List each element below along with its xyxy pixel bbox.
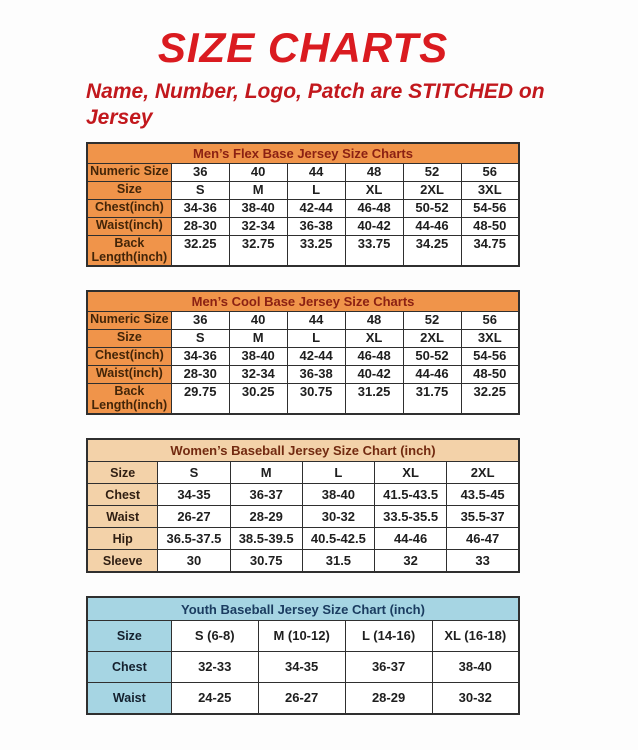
cell-value: 28-30 xyxy=(171,218,229,236)
size-tables-section xyxy=(86,142,556,715)
cell-value: 2XL xyxy=(403,182,461,200)
cell-value: 30-32 xyxy=(302,506,374,528)
cell-value: 38-40 xyxy=(229,348,287,366)
cell-value: 34-36 xyxy=(171,200,229,218)
table-row xyxy=(87,528,519,550)
mens-flex-base-size-table xyxy=(86,142,520,267)
cell-value: 28-30 xyxy=(171,366,229,384)
table-row xyxy=(87,621,519,652)
row-label: Chest(inch) xyxy=(87,200,171,218)
cell-value: M xyxy=(229,330,287,348)
cell-value: 50-52 xyxy=(403,348,461,366)
youth-baseball-size-table xyxy=(86,596,520,715)
row-label: Back Length(inch) xyxy=(87,384,171,415)
row-label: Size xyxy=(87,330,171,348)
cell-value: 3XL xyxy=(461,182,519,200)
table-row xyxy=(87,506,519,528)
row-label: Waist(inch) xyxy=(87,218,171,236)
table-row xyxy=(87,462,519,484)
cell-value: S (6-8) xyxy=(171,621,258,652)
cell-value: 46-47 xyxy=(447,528,519,550)
row-label: Chest xyxy=(87,652,171,683)
cell-value: 44 xyxy=(287,312,345,330)
cell-value: 44 xyxy=(287,164,345,182)
cell-value: 30 xyxy=(158,550,230,573)
womens-baseball-size-table xyxy=(86,438,520,573)
cell-value: 50-52 xyxy=(403,200,461,218)
table-row xyxy=(87,484,519,506)
cell-value: 40.5-42.5 xyxy=(302,528,374,550)
cell-value: 30-32 xyxy=(432,683,519,715)
table-row xyxy=(87,550,519,573)
table-row xyxy=(87,683,519,715)
cell-value: 40 xyxy=(229,164,287,182)
cell-value: 34-36 xyxy=(171,348,229,366)
cell-value: 54-56 xyxy=(461,200,519,218)
table-row xyxy=(87,200,519,218)
row-label: Numeric Size xyxy=(87,312,171,330)
row-label: Sleeve xyxy=(87,550,158,573)
row-label: Waist(inch) xyxy=(87,366,171,384)
cell-value: 31.75 xyxy=(403,384,461,415)
cell-value: 56 xyxy=(461,164,519,182)
table-row xyxy=(87,182,519,200)
cell-value: 30.75 xyxy=(287,384,345,415)
cell-value: XL (16-18) xyxy=(432,621,519,652)
cell-value: 24-25 xyxy=(171,683,258,715)
cell-value: S xyxy=(171,182,229,200)
cell-value: 33.25 xyxy=(287,236,345,267)
table-title: Women’s Baseball Jersey Size Chart (inch) xyxy=(87,439,519,462)
cell-value: 32.25 xyxy=(461,384,519,415)
table-row xyxy=(87,348,519,366)
cell-value: 42-44 xyxy=(287,200,345,218)
cell-value: 34.75 xyxy=(461,236,519,267)
cell-value: 30.25 xyxy=(229,384,287,415)
table-row xyxy=(87,330,519,348)
cell-value: 36.5-37.5 xyxy=(158,528,230,550)
cell-value: XL xyxy=(345,182,403,200)
mens-cool-base-size-table xyxy=(86,290,520,415)
row-label: Chest xyxy=(87,484,158,506)
cell-value: 29.75 xyxy=(171,384,229,415)
cell-value: 28-29 xyxy=(345,683,432,715)
cell-value: 40 xyxy=(229,312,287,330)
cell-value: 38-40 xyxy=(229,200,287,218)
table-row xyxy=(87,218,519,236)
cell-value: 31.25 xyxy=(345,384,403,415)
page-title: SIZE CHARTS xyxy=(157,24,449,71)
womens-baseball-table-block xyxy=(86,438,556,573)
row-label: Hip xyxy=(87,528,158,550)
table-row xyxy=(87,366,519,384)
cell-value: 34-35 xyxy=(158,484,230,506)
table-row xyxy=(87,384,519,415)
table-title: Men’s Cool Base Jersey Size Charts xyxy=(87,291,519,312)
table-title: Men’s Flex Base Jersey Size Charts xyxy=(87,143,519,164)
cell-value: 2XL xyxy=(403,330,461,348)
cell-value: 3XL xyxy=(461,330,519,348)
cell-value: 40-42 xyxy=(345,366,403,384)
row-label: Size xyxy=(87,182,171,200)
mens-flex-base-table-block xyxy=(86,142,556,267)
cell-value: S xyxy=(158,462,230,484)
cell-value: 44-46 xyxy=(403,218,461,236)
cell-value: 32-33 xyxy=(171,652,258,683)
cell-value: 36-37 xyxy=(230,484,302,506)
cell-value: 48 xyxy=(345,312,403,330)
cell-value: 41.5-43.5 xyxy=(375,484,447,506)
cell-value: 42-44 xyxy=(287,348,345,366)
cell-value: 38-40 xyxy=(432,652,519,683)
cell-value: M xyxy=(230,462,302,484)
cell-value: 36 xyxy=(171,312,229,330)
cell-value: L xyxy=(302,462,374,484)
cell-value: 36-38 xyxy=(287,218,345,236)
cell-value: 54-56 xyxy=(461,348,519,366)
row-label: Waist xyxy=(87,506,158,528)
cell-value: 35.5-37 xyxy=(447,506,519,528)
table-row xyxy=(87,164,519,182)
table-row xyxy=(87,652,519,683)
cell-value: 34.25 xyxy=(403,236,461,267)
cell-value: XL xyxy=(375,462,447,484)
cell-value: 38.5-39.5 xyxy=(230,528,302,550)
stitched-note: Name, Number, Logo, Patch are STITCHED on Jersey xyxy=(86,80,545,129)
cell-value: 26-27 xyxy=(158,506,230,528)
cell-value: 36 xyxy=(171,164,229,182)
row-label: Numeric Size xyxy=(87,164,171,182)
cell-value: 38-40 xyxy=(302,484,374,506)
cell-value: 46-48 xyxy=(345,348,403,366)
cell-value: 40-42 xyxy=(345,218,403,236)
cell-value: 43.5-45 xyxy=(447,484,519,506)
row-label: Waist xyxy=(87,683,171,715)
cell-value: M (10-12) xyxy=(258,621,345,652)
cell-value: 46-48 xyxy=(345,200,403,218)
cell-value: L (14-16) xyxy=(345,621,432,652)
cell-value: 32-34 xyxy=(229,218,287,236)
cell-value: 44-46 xyxy=(375,528,447,550)
cell-value: XL xyxy=(345,330,403,348)
cell-value: L xyxy=(287,330,345,348)
cell-value: 56 xyxy=(461,312,519,330)
youth-baseball-table-block xyxy=(86,596,556,715)
cell-value: 34-35 xyxy=(258,652,345,683)
row-label: Size xyxy=(87,462,158,484)
cell-value: 48 xyxy=(345,164,403,182)
row-label: Chest(inch) xyxy=(87,348,171,366)
mens-cool-base-table-block xyxy=(86,290,556,415)
cell-value: 44-46 xyxy=(403,366,461,384)
cell-value: 48-50 xyxy=(461,218,519,236)
table-row xyxy=(87,312,519,330)
cell-value: 32.75 xyxy=(229,236,287,267)
cell-value: 33.75 xyxy=(345,236,403,267)
cell-value: 32 xyxy=(375,550,447,573)
cell-value: 36-37 xyxy=(345,652,432,683)
cell-value: 2XL xyxy=(447,462,519,484)
cell-value: 33.5-35.5 xyxy=(375,506,447,528)
cell-value: 48-50 xyxy=(461,366,519,384)
cell-value: 31.5 xyxy=(302,550,374,573)
cell-value: 32-34 xyxy=(229,366,287,384)
cell-value: 52 xyxy=(403,312,461,330)
cell-value: 28-29 xyxy=(230,506,302,528)
table-row xyxy=(87,236,519,267)
row-label: Back Length(inch) xyxy=(87,236,171,267)
table-title: Youth Baseball Jersey Size Chart (inch) xyxy=(87,597,519,621)
cell-value: M xyxy=(229,182,287,200)
cell-value: 36-38 xyxy=(287,366,345,384)
cell-value: L xyxy=(287,182,345,200)
cell-value: 32.25 xyxy=(171,236,229,267)
cell-value: 26-27 xyxy=(258,683,345,715)
row-label: Size xyxy=(87,621,171,652)
cell-value: 52 xyxy=(403,164,461,182)
cell-value: S xyxy=(171,330,229,348)
cell-value: 30.75 xyxy=(230,550,302,573)
cell-value: 33 xyxy=(447,550,519,573)
